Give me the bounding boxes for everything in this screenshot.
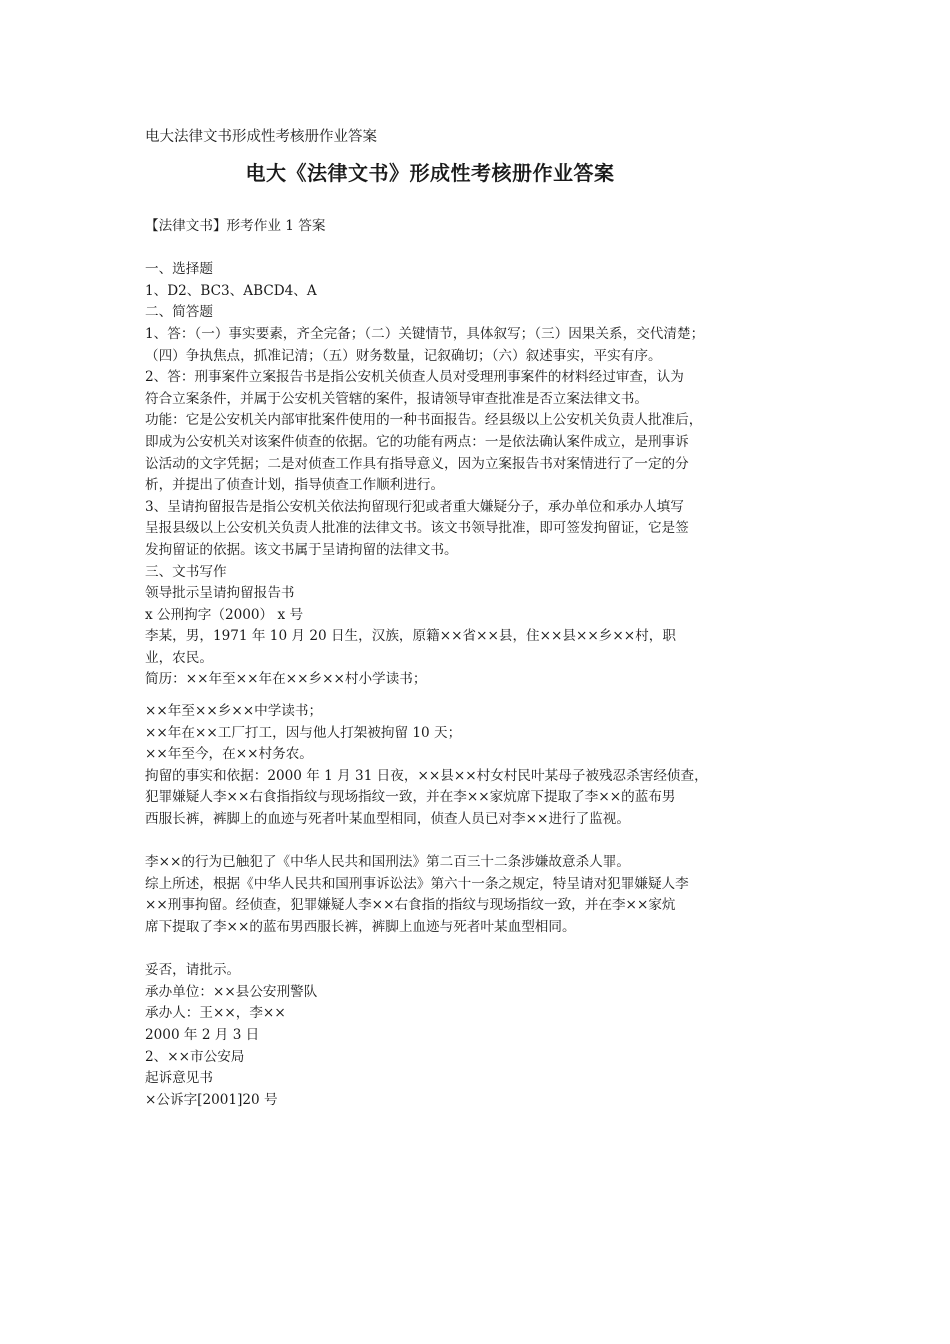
text-line: 二、简答题 <box>145 304 213 321</box>
spacer <box>145 939 720 961</box>
text-line: ××刑事拘留。经侦查，犯罪嫌疑人李××右食指的指纹与现场指纹一致，并在李××家炕 <box>145 897 676 914</box>
text-line: 承办人：王××，李×× <box>145 1005 286 1022</box>
text-line: ××年至××乡××中学读书； <box>145 703 323 720</box>
section-heading: 【法律文书】形考作业 1 答案 <box>145 218 326 234</box>
text-line: 2、答：刑事案件立案报告书是指公安机关侦查人员对受理刑事案件的材料经过审查，认为 <box>145 369 684 386</box>
text-line: 三、文书写作 <box>145 563 227 580</box>
document-body <box>145 216 720 1111</box>
text-line: 功能：它是公安机关内部审批案件使用的一种书面报告。经县级以上公安机关负责人批准后， <box>145 412 703 429</box>
text-line: 析，并提出了侦查计划，指导侦查工作顺利进行。 <box>145 477 445 494</box>
text-line: 发拘留证的依据。该文书属于呈请拘留的法律文书。 <box>145 541 458 558</box>
text-line: 李某，男，1971 年 10 月 20 日生，汉族，原籍××省××县，住××县××乡××村，职 <box>145 628 676 645</box>
text-line: （四）争执焦点，抓准记清；（五）财务数量，记叙确切；（六）叙述事实，平实有序。 <box>145 347 662 364</box>
text-line: 业，农民。 <box>145 649 213 666</box>
text-line: ×公诉字[2001]20 号 <box>145 1091 278 1108</box>
paragraph-group-c <box>145 852 720 938</box>
text-line: ××年至今，在××村务农。 <box>145 746 313 763</box>
paragraph-group-b <box>145 701 720 831</box>
paragraph-group-d <box>145 960 720 1111</box>
text-line: 起诉意见书 <box>145 1070 213 1087</box>
spacer <box>145 691 720 701</box>
text-line: 妥否，请批示。 <box>145 962 241 979</box>
text-line: 一、选择题 <box>145 261 213 278</box>
text-line: 1、答：（一）事实要素，齐全完备；（二）关键情节，具体叙写；（三）因果关系，交代清楚； <box>145 325 705 342</box>
spacer <box>145 238 720 260</box>
text-line: 综上所述，根据《中华人民共和国刑事诉讼法》第六十一条之规定，特呈请对犯罪嫌疑人李 <box>145 875 689 892</box>
document-title: 电大《法律文书》形成性考核册作业答案 <box>245 161 615 185</box>
paragraph-group-a <box>145 259 720 691</box>
text-line: 呈报县级以上公安机关负责人批准的法律文书。该文书领导批准，即可签发拘留证，它是签 <box>145 520 689 537</box>
text-line: 3、呈请拘留报告是指公安机关依法拘留现行犯或者重大嫌疑分子，承办单位和承办人填写 <box>145 498 684 515</box>
text-line: x 公刑拘字（2000） x 号 <box>145 606 304 623</box>
text-line: 2000 年 2 月 3 日 <box>145 1026 260 1043</box>
spacer <box>145 831 720 853</box>
text-line: 即成为公安机关对该案件侦查的依据。它的功能有两点：一是依法确认案件成立，是刑事诉 <box>145 433 689 450</box>
text-line: 承办单位：××县公安刑警队 <box>145 983 318 1000</box>
text-line: 1、D2、BC3、ABCD4、A <box>145 282 317 299</box>
text-line: ××年在××工厂打工，因与他人打架被拘留 10 天； <box>145 724 462 741</box>
text-line: 领导批示呈请拘留报告书 <box>145 585 295 602</box>
text-line: 拘留的事实和依据：2000 年 1 月 31 日夜，××县××村女村民叶某母子被残忍杀害经侦查， <box>145 767 708 784</box>
text-line: 2、××市公安局 <box>145 1048 245 1065</box>
text-line: 讼活动的文字凭据；二是对侦查工作具有指导意义，因为立案报告书对案情进行了一定的分 <box>145 455 689 472</box>
text-line: 李××的行为已触犯了《中华人民共和国刑法》第二百三十二条涉嫌故意杀人罪。 <box>145 854 630 871</box>
text-line: 符合立案条件，并属于公安机关管辖的案件，报请领导审查批准是否立案法律文书。 <box>145 390 648 407</box>
text-line: 简历：××年至××年在××乡××村小学读书； <box>145 671 427 688</box>
document-header: 电大法律文书形成性考核册作业答案 <box>145 129 377 145</box>
text-line: 西服长裤，裤脚上的血迹与死者叶某血型相同，侦查人员已对李××进行了监视。 <box>145 811 630 828</box>
text-line: 犯罪嫌疑人李××右食指指纹与现场指纹一致，并在李××家炕席下提取了李××的蓝布男 <box>145 789 676 806</box>
text-line: 席下提取了李××的蓝布男西服长裤，裤脚上血迹与死者叶某血型相同。 <box>145 919 576 935</box>
